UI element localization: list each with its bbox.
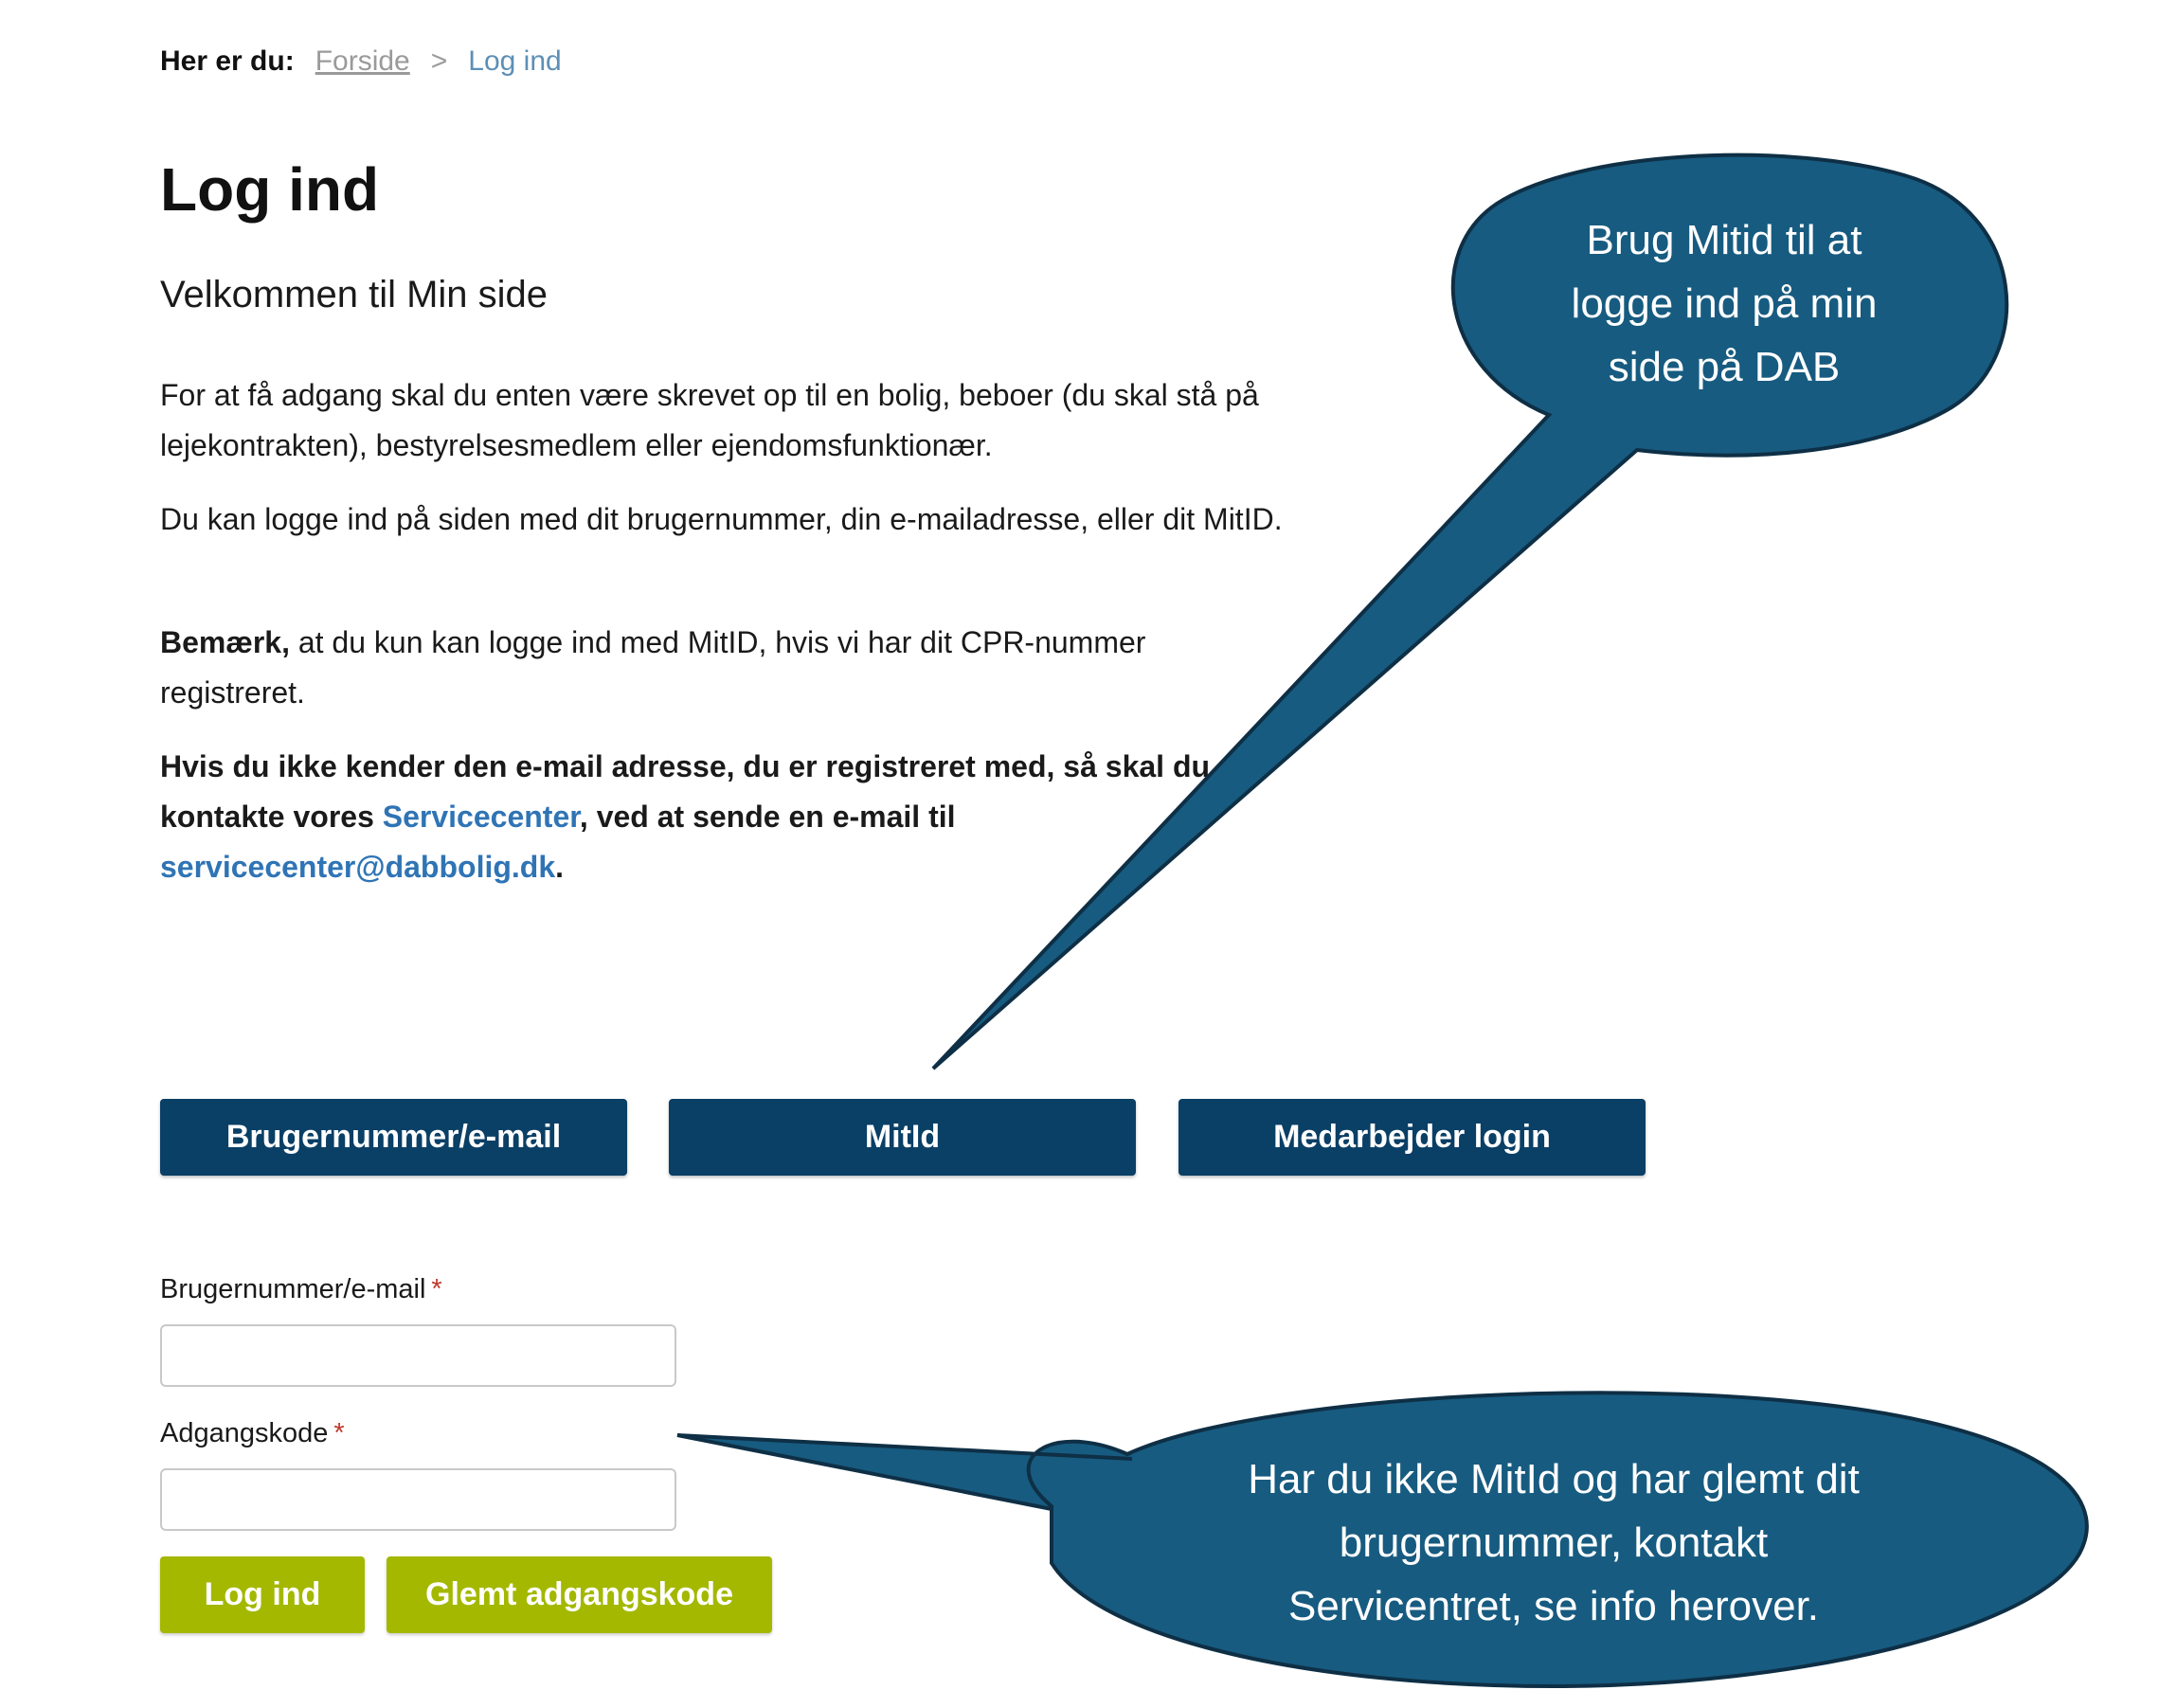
contact-text-start: Hvis du ikke kender den e-mail adresse, du er registreret med, så skal du kontakte vores xyxy=(160,749,1211,834)
required-marker: * xyxy=(431,1274,442,1304)
breadcrumb-home-link[interactable]: Forside xyxy=(315,45,410,77)
password-label-text: Adgangskode xyxy=(160,1418,329,1448)
callout-top-line: side på DAB xyxy=(1608,344,1841,390)
callout-top-text xyxy=(1478,208,1970,399)
callout-bottom-line: brugernummer, kontakt xyxy=(1339,1519,1769,1566)
servicecenter-link[interactable]: Servicecenter xyxy=(382,800,580,834)
callout-top-line: logge ind på min xyxy=(1571,280,1878,327)
forgot-password-button[interactable]: Glemt adgangskode xyxy=(387,1556,772,1633)
breadcrumb-current: Log ind xyxy=(468,45,562,77)
tab-user-email[interactable]: Brugernummer/e-mail xyxy=(160,1099,627,1176)
tab-employee-login[interactable]: Medarbejder login xyxy=(1178,1099,1646,1176)
note-text: at du kun kan logge ind med MitID, hvis vi har dit CPR-nummer registreret. xyxy=(160,625,1146,710)
callout-bottom-line: Har du ikke MitId og har glemt dit xyxy=(1248,1456,1860,1502)
callout-bottom-line: Servicentret, se info herover. xyxy=(1287,1583,1820,1629)
tab-mitid[interactable]: MitId xyxy=(669,1099,1136,1176)
servicecenter-email-link[interactable]: servicecenter@dabbolig.dk xyxy=(160,850,556,884)
intro-paragraph: For at få adgang skal du enten være skrevet op til en bolig, beboer (du skal stå på lejekontrakten), bestyrelsesmedlem eller ejendomsfunktionær. xyxy=(160,378,1259,462)
note-bold: Bemærk, xyxy=(160,625,290,659)
callout-bottom-text xyxy=(1165,1447,1942,1638)
login-button[interactable]: Log ind xyxy=(160,1556,365,1633)
breadcrumb-prefix: Her er du: xyxy=(160,45,295,77)
breadcrumb-separator: > xyxy=(430,45,448,77)
login-methods-paragraph: Du kan logge ind på siden med dit brugernummer, din e-mailadresse, eller dit MitID. xyxy=(160,502,1283,536)
contact-text-end: . xyxy=(555,850,565,884)
callout-top-line: Brug Mitid til at xyxy=(1586,217,1862,263)
page-title: Log ind xyxy=(160,155,380,224)
page-subtitle: Velkommen til Min side xyxy=(160,274,549,315)
required-marker: * xyxy=(333,1418,345,1448)
user-label-text: Brugernummer/e-mail xyxy=(160,1274,426,1304)
contact-text-mid: , ved at sende en e-mail til xyxy=(579,800,956,834)
